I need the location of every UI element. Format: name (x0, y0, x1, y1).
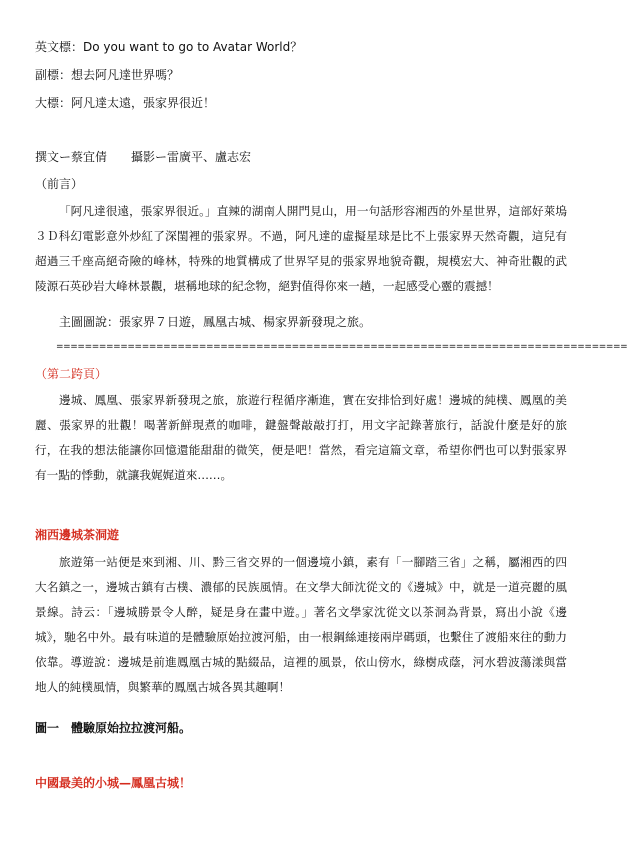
theme-caption-line: 主圖圖說：張家界７日遊，鳳凰古城、楊家界新發現之旅。 (59, 315, 372, 329)
section1-paragraph: 旅遊第一站便是來到湘、川、黔三省交界的一個邊境小鎮，素有「一腳踏三省」之稱，屬湘西的四大名鎮之一，邊城古鎮有古樸、濃郁的民族風情。在文學大師沈從文的《邊城》中，就是一道亮麗的風景線。詩云：「邊城勝景令人醉，疑是身在畫中遊。」著名文學家沈從文以茶洞為背景，寫出小說《邊城》，馳名中外。最有味道的是體驗原始拉渡河船，由一根鋼絲連接兩岸碼頭，也繫住了渡船來往的動力依靠。導遊說：邊城是前進鳳凰古城的點綴品，這裡的風景，依山傍水，綠樹成蔭，河水碧波蕩漾與當地人的純樸風情，與繁華的鳳凰古城各異其趣啊！ (35, 555, 567, 694)
figure-caption: 圖一 體驗原始拉拉渡河船。 (35, 721, 192, 735)
preface-paragraph: 「阿凡達很遠，張家界很近。」直辣的湖南人開門見山，用一句話形容湘西的外星世界，這部好萊塢３Ｄ科幻電影意外炒紅了深閨裡的張家界。不過，阿凡達的虛擬星球是比不上張家界天然奇觀，這兒有超過三千座高絕奇險的峰林，特殊的地質構成了世界罕見的張家界地貌奇觀，規模宏大、神奇壯觀的武陵源石英砂岩大峰林景觀，堪稱地球的紀念物，絕對值得你來一趟，一起感受心靈的震撼！ (35, 204, 567, 293)
section-divider: ================================================================================ (56, 342, 627, 352)
spread-label: （第二跨頁） (35, 367, 108, 381)
preface-label: （前言） (35, 177, 84, 191)
subtitle-line: 副標：想去阿凡達世界嗎？ (35, 68, 180, 82)
section2-heading: 中國最美的小城—鳳凰古城！ (35, 776, 192, 790)
spread-paragraph: 邊城、鳳凰、張家界新發現之旅，旅遊行程循序漸進，實在安排恰到好處！邊城的純樸、鳳凰的美麗、張家界的壯觀！喝著新鮮現煮的咖啡，鍵盤聲敲敲打打，用文字記錄著旅行，話說什麼是好的旅行，在我的想法能讓你回憶還能甜甜的微笑，便是吧！當然，看完這篇文章，希望你們也可以對張家界有一點的悸動，就讓我娓娓道來……。 (35, 393, 567, 482)
section1-heading: 湘西邊城茶洞遊 (35, 528, 120, 542)
english-title-line: 英文標：Do you want to go to Avatar World？ (35, 40, 303, 54)
main-title-line: 大標：阿凡達太遠，張家界很近！ (35, 96, 216, 110)
credits-line: 撰文ー蔡宜倩 攝影ー雷廣平、盧志宏 (35, 150, 252, 164)
